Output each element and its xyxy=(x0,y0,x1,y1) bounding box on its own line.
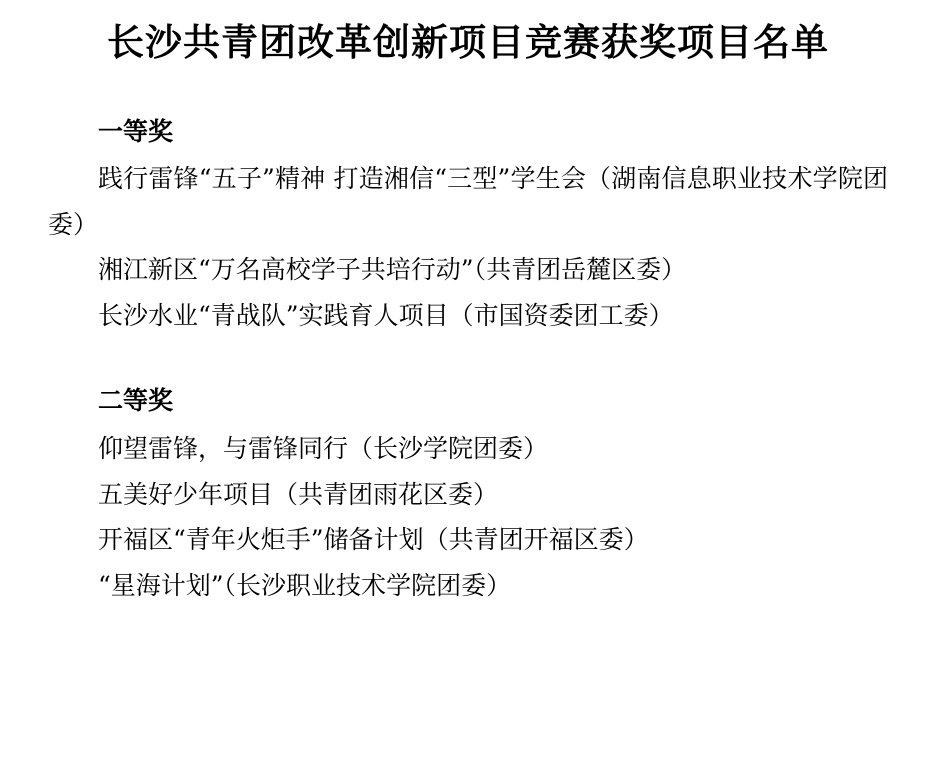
award-entry: 践行雷锋“五子”精神 打造湘信“三型”学生会（湖南信息职业技术学院团委） xyxy=(48,164,888,239)
award-entry: 仰望雷锋，与雷锋同行（长沙学院团委） xyxy=(98,434,549,464)
award-entry: 湘江新区“万名高校学子共培行动”（共青团岳麓区委） xyxy=(98,255,687,285)
section-heading: 一等奖 xyxy=(98,116,174,146)
page-title: 长沙共青团改革创新项目竞赛获奖项目名单 xyxy=(107,20,829,64)
award-entry: 开福区“青年火炬手”储备计划（共青团开福区委） xyxy=(98,525,649,555)
award-section-second-prize xyxy=(48,384,888,608)
document-body xyxy=(0,115,936,609)
award-entry: “星海计划”（长沙职业技术学院团委） xyxy=(98,570,512,600)
award-entry: 长沙水业“青战队”实践育人项目（市国资委团工委） xyxy=(98,300,674,330)
section-heading: 二等奖 xyxy=(98,386,174,416)
award-entry: 五美好少年项目（共青团雨花区委） xyxy=(98,479,499,509)
award-section-first-prize xyxy=(48,115,888,339)
document-page xyxy=(0,22,936,761)
